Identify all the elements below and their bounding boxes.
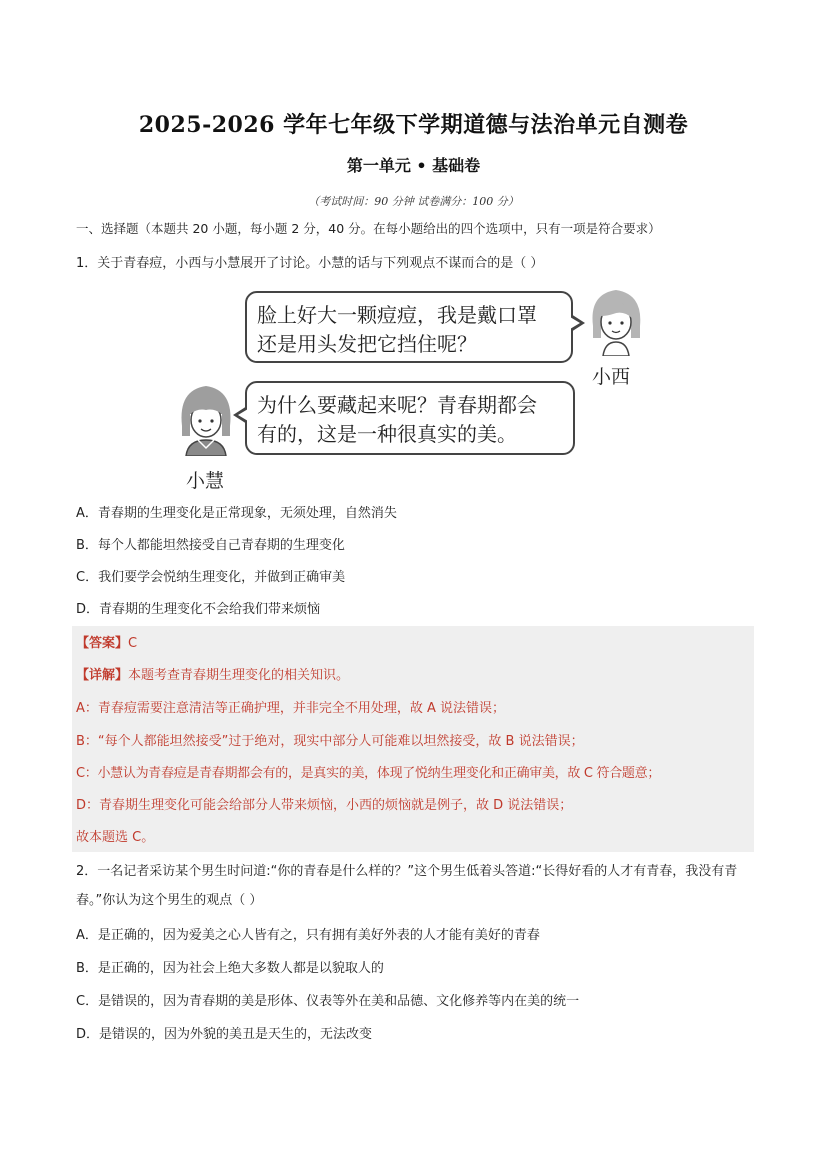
girl-xiaoxi-icon [585, 286, 647, 356]
q2-option-a: A．是正确的，因为爱美之心人皆有之，只有拥有美好外表的人才能有美好的青春 [76, 928, 540, 943]
bubble-tail [233, 406, 247, 424]
bubble-text: 有的，这是一种很真实的美。 [257, 422, 517, 446]
speech-bubble-xiaohui [245, 381, 575, 455]
q2-option-c: C．是错误的，因为青春期的美是形体、仪表等外在美和品德、文化修养等内在美的统一 [76, 994, 580, 1009]
q1-explanation-b: B：“每个人都能坦然接受”过于绝对，现实中部分人可能难以坦然接受，故 B 说法错误； [76, 734, 584, 749]
bubble-tail [571, 314, 585, 332]
q1-explanation-a: A：青春痘需要注意清洁等正确护理，并非完全不用处理，故 A 说法错误； [76, 701, 506, 716]
q1-explanation-c: C：小慧认为青春痘是青春期都会有的，是真实的美，体现了悦纳生理变化和正确审美，故 C 符合题意； [76, 766, 661, 781]
girl-xiaohui-icon [176, 380, 236, 456]
detail-label: 【详解】 [76, 668, 129, 683]
bubble-text: 为什么要藏起来呢？青春期都会 [257, 393, 537, 417]
section-heading: 一、选择题（本题共 20 小题，每小题 2 分，40 分。在每小题给出的四个选项中，只有一项是符合要求） [76, 221, 661, 236]
q2-option-b: B．是正确的，因为社会上绝大多数人都是以貌取人的 [76, 961, 384, 976]
q1-option-d: D．青春期的生理变化不会给我们带来烦恼 [76, 602, 321, 617]
q1-option-a: A．青春期的生理变化是正常现象，无须处理，自然消失 [76, 506, 397, 521]
speech-bubble-xiaoxi [245, 291, 573, 363]
q1-detail [76, 667, 349, 685]
page-title: 2025-2026 学年七年级下学期道德与法治单元自测卷 [138, 112, 689, 138]
q2-stem: 2．一名记者采访某个男生时问道:“你的青春是什么样的？”这个男生低着头答道:“长得好看的人才有青春，我没有青春。”你认为这个男生的观点（ ） [76, 864, 738, 908]
q1-stem: 1．关于青春痘，小西与小慧展开了讨论。小慧的话与下列观点不谋而合的是（ ） [76, 256, 544, 271]
answer-value: C [128, 636, 138, 651]
q2-option-d: D．是错误的，因为外貌的美丑是天生的，无法改变 [76, 1027, 373, 1042]
q1-explanation-d: D：青春期生理变化可能会给部分人带来烦恼，小西的烦恼就是例子，故 D 说法错误； [76, 798, 573, 813]
character-name-xiaohui: 小慧 [186, 470, 225, 492]
q1-conclusion: 故本题选 C。 [76, 830, 155, 845]
bubble-text: 脸上好大一颗痘痘，我是戴口罩 [257, 303, 537, 327]
q1-option-c: C．我们要学会悦纳生理变化，并做到正确审美 [76, 570, 346, 585]
q1-answer [76, 635, 137, 653]
detail-intro: 本题考查青春期生理变化的相关知识。 [128, 668, 350, 683]
page-subtitle: 第一单元 • 基础卷 [346, 156, 481, 175]
bubble-text: 还是用头发把它挡住呢？ [257, 332, 477, 356]
exam-meta: （考试时间：90 分钟 试卷满分：100 分） [308, 195, 519, 208]
q1-option-b: B．每个人都能坦然接受自己青春期的生理变化 [76, 538, 345, 553]
character-name-xiaoxi: 小西 [592, 366, 631, 388]
answer-label: 【答案】 [76, 636, 129, 651]
